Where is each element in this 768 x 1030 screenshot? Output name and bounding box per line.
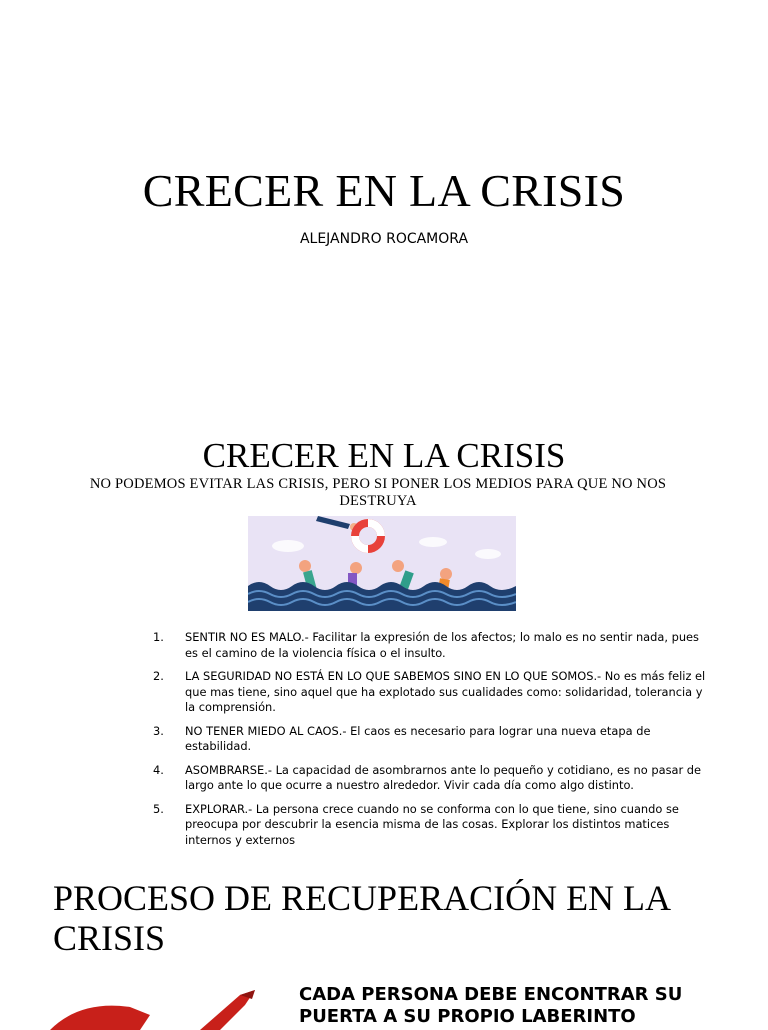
slide2-title: CRECER EN LA CRISIS [202,436,566,475]
slide1-title: CRECER EN LA CRISIS [142,165,626,216]
ribbon-graphic [40,985,270,1030]
list-item: 4. ASOMBRARSE.- La capacidad de asombrarnos ante lo pequeño y cotidiano, es no pasar de largo ante lo que ocurre a nuestro alrededor. Vivir cada día como algo distinto. [153,762,702,792]
slide1-author: ALEJANDRO ROCAMORA [299,231,469,247]
list-item: 1. SENTIR NO ES MALO.- Facilitar la expresión de los afectos; lo malo es no sentir nada, pues es el camino de la violencia física o el insulto. [153,630,699,660]
principles-list [148,630,708,856]
list-item: 3. NO TENER MIEDO AL CAOS.- El caos es necesario para lograr una nueva etapa de estabilidad. [153,723,651,753]
slide3-text: CADA PERSONA DEBE ENCONTRAR SU PUERTA A SU PROPIO LABERINTO [299,984,683,1027]
slide3-title: PROCESO DE RECUPERACIÓN EN LA CRISIS [53,878,670,958]
list-item: 5. EXPLORAR.- La persona crece cuando no se conforma con lo que tiene, sino cuando se preocupa por descubrir la esencia misma de las cosas. Explorar los distintos matices internos y externos [153,801,679,847]
slide2-subtitle: NO PODEMOS EVITAR LAS CRISIS, PERO SI PONER LOS MEDIOS PARA QUE NO NOS DESTRUYA [89,476,667,509]
rescue-illustration [248,516,516,611]
list-item: 2. LA SEGURIDAD NO ESTÁ EN LO QUE SABEMOS SINO EN LO QUE SOMOS.- No es más feliz el que mas tiene, sino aquel que ha explotado sus cualidades como: solidaridad, tolerancia y la comprensión. [153,669,706,714]
